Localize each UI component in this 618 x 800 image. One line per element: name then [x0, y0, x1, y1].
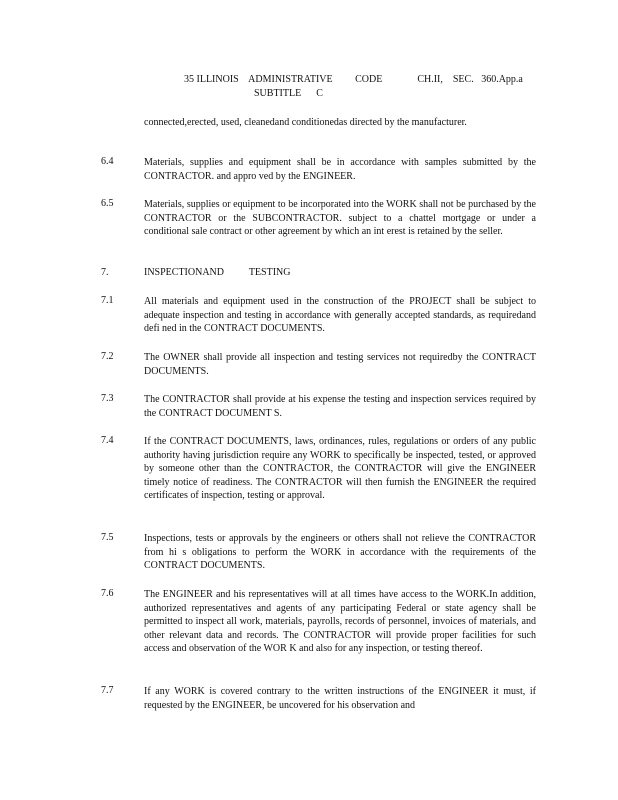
section-text: The ENGINEER and his representatives will at all times have access to the WORK.In addition, authorized representatives and agents of any participating Federal or state agency shall be permitted to inspect all work, materials, payrolls, records of personnel, invoices of materials, and other relevant data and records. The CONTRACTOR will provide proper facilities for such access and observation of the WOR K and also for any inspection, or testing thereof.: [144, 589, 536, 654]
section-heading: INSPECTIONAND TESTING: [144, 267, 291, 278]
section-number: 7.4: [101, 435, 114, 446]
section-number: 7.1: [101, 295, 114, 306]
continuation-paragraph: connected,erected, used, cleanedand conditionedas directed by the manufacturer.: [144, 117, 467, 128]
section-number: 7.6: [101, 588, 114, 599]
section-number: 7.: [101, 267, 109, 278]
section-text: The OWNER shall provide all inspection and testing services not requiredby the CONTRACT DOCUMENTS.: [144, 352, 536, 377]
section-text: All materials and equipment used in the construction of the PROJECT shall be subject to adequate inspection and testing in accordance with generally accepted standards, as requiredand defi ned in the CONTRACT DOCUMENTS.: [144, 296, 536, 334]
section-number: 6.4: [101, 156, 114, 167]
section-number: 6.5: [101, 198, 114, 209]
section-number: 7.5: [101, 532, 114, 543]
section-text: Inspections, tests or approvals by the engineers or others shall not relieve the CONTRACTOR from hi s obligations to perform the WORK in accordance with the requirements of the CONTRACT DOCUMENTS.: [144, 533, 536, 571]
section-text: If the CONTRACT DOCUMENTS, laws, ordinances, rules, regulations or orders of any public authority having jurisdiction require any WORK to specifically be inspected, tested, or approved by someone other than the CONTRACTOR, the CONTRACTOR will give the ENGINEER timely notice of readiness. The CONTRACTOR will then furnish the ENGINEER the required certificates of inspection, testing or approval.: [144, 436, 536, 501]
section-number: 7.2: [101, 351, 114, 362]
section-text: The CONTRACTOR shall provide at his expense the testing and inspection services required by the CONTRACT DOCUMENT S.: [144, 394, 536, 419]
section-number: 7.3: [101, 393, 114, 404]
section-text: Materials, supplies and equipment shall be in accordance with samples submitted by the CONTRACTOR. and appro ved by the ENGINEER.: [144, 157, 536, 182]
section-text: If any WORK is covered contrary to the written instructions of the ENGINEER it must, if requested by the ENGINEER, be uncovered for his observation and: [144, 686, 536, 711]
section-number: 7.7: [101, 685, 114, 696]
page-header: [184, 73, 544, 101]
header-line-2: SUBTITLE C: [254, 88, 323, 99]
header-line-1: 35 ILLINOIS ADMINISTRATIVE CODE CH.II, SEC. 360.App.a: [184, 74, 523, 85]
section-text: Materials, supplies or equipment to be incorporated into the WORK shall not be purchased by the CONTRACTOR or the SUBCONTRACTOR. subject to a chattel mortgage or under a conditional sale contract or other agreement by which an int erest is retained by the seller.: [144, 199, 536, 237]
